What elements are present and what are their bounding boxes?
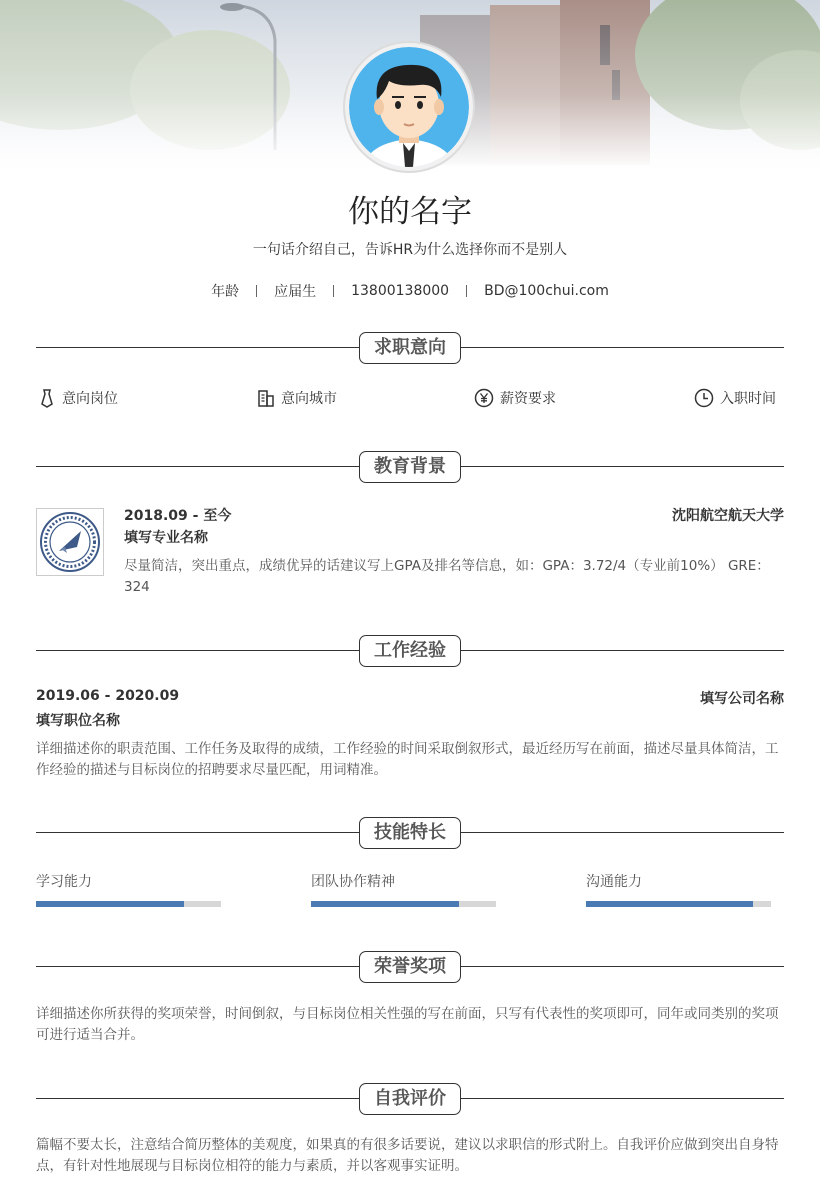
intent-salary [474,388,556,408]
work-description: 详细描述你的职责范围、工作任务及取得的成绩，工作经验的时间采取倒叙形式，最近经历写在前面，描述尽量具体简洁，工作经验的描述与目标岗位的招聘要求尽量匹配，用词精准。 [36,741,779,778]
section-title: 求职意向 [359,332,461,364]
section-title: 荣誉奖项 [359,951,461,983]
intent-start-time-label: 入职时间 [720,391,776,407]
skill-fill [586,901,753,907]
section-self-eval-header [36,1083,784,1115]
section-honors-header [36,951,784,983]
building-icon [257,388,275,408]
work-period: 2019.06 - 2020.09 [36,688,180,704]
skill-bar [311,901,496,907]
intent-position-label: 意向岗位 [62,391,118,407]
divider [256,285,257,297]
tie-icon [38,388,56,408]
avatar-illustration [349,47,469,167]
contact-row [0,281,820,301]
divider [466,285,467,297]
school-logo [36,508,104,576]
section-intent-header [36,332,784,364]
candidate-name: 你的名字 [348,194,472,230]
phone: 13800138000 [351,283,450,299]
intent-position [38,388,118,408]
divider [333,285,334,297]
honors-description: 详细描述你所获得的奖项荣誉，时间倒叙，与目标岗位相关性强的写在前面，只写有代表性的奖项即可，同年或同类别的奖项可进行适当合并。 [36,1006,779,1043]
work-company: 填写公司名称 [700,691,784,707]
self-eval-description: 篇幅不要太长，注意结合简历整体的美观度，如果真的有很多话要说，建议以求职信的形式附上。自我评价应做到突出自身特点，有针对性地展现与目标岗位相符的能力与素质，并以客观事实证明。 [36,1137,779,1174]
skill-fill [36,901,184,907]
edu-major: 填写专业名称 [124,530,208,546]
edu-school: 沈阳航空航天大学 [672,508,784,524]
status: 应届生 [274,284,317,300]
clock-icon [694,388,714,408]
intent-city [257,388,337,408]
section-education-header [36,451,784,483]
intent-start-time [694,388,776,408]
work-position: 填写职位名称 [36,713,120,729]
edu-period: 2018.09 - 至今 [124,508,232,524]
section-title: 工作经验 [359,635,461,667]
skill-name: 团队协作精神 [311,874,395,890]
section-title: 教育背景 [359,451,461,483]
skill-bar [586,901,771,907]
intent-salary-label: 薪资要求 [500,391,556,407]
skill-name: 沟通能力 [586,874,642,890]
school-emblem [37,509,103,575]
section-title: 自我评价 [359,1083,461,1115]
skill-name: 学习能力 [36,874,92,890]
section-title: 技能特长 [359,817,461,849]
section-skills-header [36,817,784,849]
yen-icon [474,388,494,408]
avatar [345,43,473,171]
tagline: 一句话介绍自己，告诉HR为什么选择你而不是别人 [252,242,568,258]
edu-description: 尽量简洁，突出重点，成绩优异的话建议写上GPA及排名等信息，如：GPA：3.72/4（专业前10%） GRE：324 [124,558,770,595]
email: BD@100chui.com [484,283,609,299]
section-work-header [36,635,784,667]
skill-bar [36,901,221,907]
age: 年龄 [211,284,240,300]
skill-fill [311,901,459,907]
intent-city-label: 意向城市 [281,391,337,407]
